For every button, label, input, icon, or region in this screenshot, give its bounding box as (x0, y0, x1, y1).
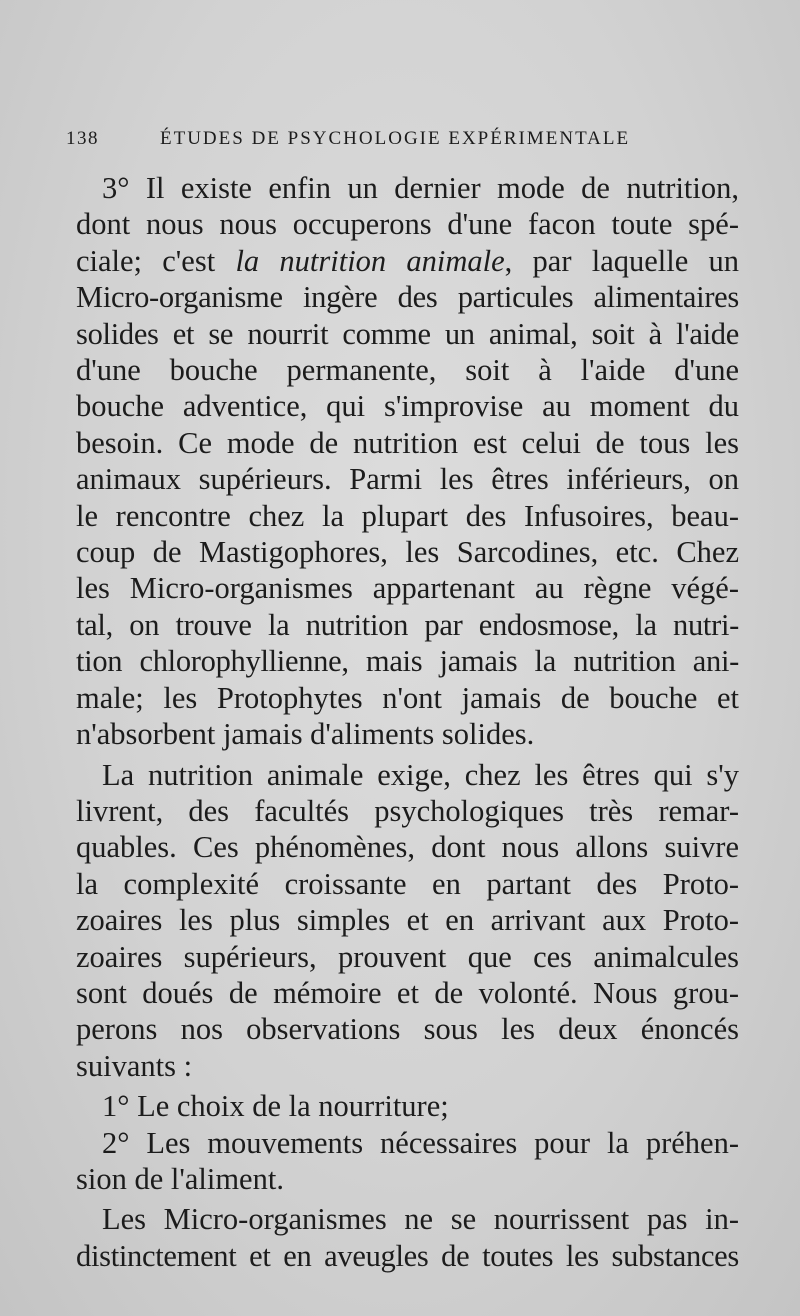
text-line: coup de Mastigophores, les Sarcodines, etc. Chez (76, 535, 739, 570)
text-line: zoaires supérieurs, prouvent que ces animalcules (76, 939, 739, 974)
text-fragment: , par laquelle un (504, 243, 739, 278)
text-line: le rencontre chez la plupart des Infusoires, beau- (76, 498, 739, 533)
text-line: n'absorbent jamais d'aliments solides. (76, 717, 535, 752)
text-line: Micro-organisme ingère des particules alimentaires (76, 280, 739, 315)
text-line: d'une bouche permanente, soit à l'aide d'une (76, 353, 739, 388)
text-line: male; les Protophytes n'ont jamais de bouche et (76, 680, 739, 715)
body-text (76, 170, 739, 1274)
text-line (76, 243, 739, 279)
text-line: la complexité croissante en partant des Proto- (76, 866, 739, 901)
text-line: besoin. Ce mode de nutrition est celui de tous les (76, 425, 739, 460)
text-line: les Micro-organismes appartenant au règne végé- (76, 571, 739, 606)
text-line: quables. Ces phénomènes, dont nous allons suivre (76, 830, 739, 865)
list-item: 2° Les mouvements nécessaires pour la préhen- (102, 1125, 739, 1160)
text-fragment: ciale; c'est (76, 243, 236, 278)
text-line: 3° Il existe enfin un dernier mode de nutrition, (102, 171, 739, 205)
running-head: ÉTUDES DE PSYCHOLOGIE EXPÉRIMENTALE (160, 128, 631, 149)
text-line: Les Micro-organismes ne se nourrissent pas in- (102, 1202, 739, 1237)
text-line: dont nous nous occuperons d'une facon toute spé- (76, 207, 739, 242)
list-item-continuation: sion de l'aliment. (76, 1161, 284, 1196)
text-line: livrent, des facultés psychologiques très remar- (76, 793, 739, 828)
page-number: 138 (66, 128, 99, 149)
text-line: tion chlorophyllienne, mais jamais la nutrition ani- (76, 644, 739, 679)
text-line: suivants : (76, 1048, 193, 1083)
text-line: bouche adventice, qui s'improvise au moment du (76, 389, 739, 424)
text-line: perons nos observations sous les deux énoncés (76, 1012, 739, 1047)
text-line: La nutrition animale exige, chez les êtres qui s'y (102, 757, 739, 792)
italic-term: la nutrition animale (235, 243, 505, 278)
text-line: sont doués de mémoire et de volonté. Nous grou- (76, 975, 739, 1010)
text-line: solides et se nourrit comme un animal, soit à l'aide (76, 316, 739, 351)
list-item: 1° Le choix de la nourriture; (102, 1089, 449, 1124)
text-line: distinctement et en aveugles de toutes les substances (76, 1238, 739, 1273)
page-header (66, 128, 746, 158)
text-line: animaux supérieurs. Parmi les êtres inférieurs, on (76, 462, 739, 497)
text-line: zoaires les plus simples et en arrivant aux Proto- (76, 903, 739, 938)
text-line: tal, on trouve la nutrition par endosmose, la nutri- (76, 607, 739, 642)
